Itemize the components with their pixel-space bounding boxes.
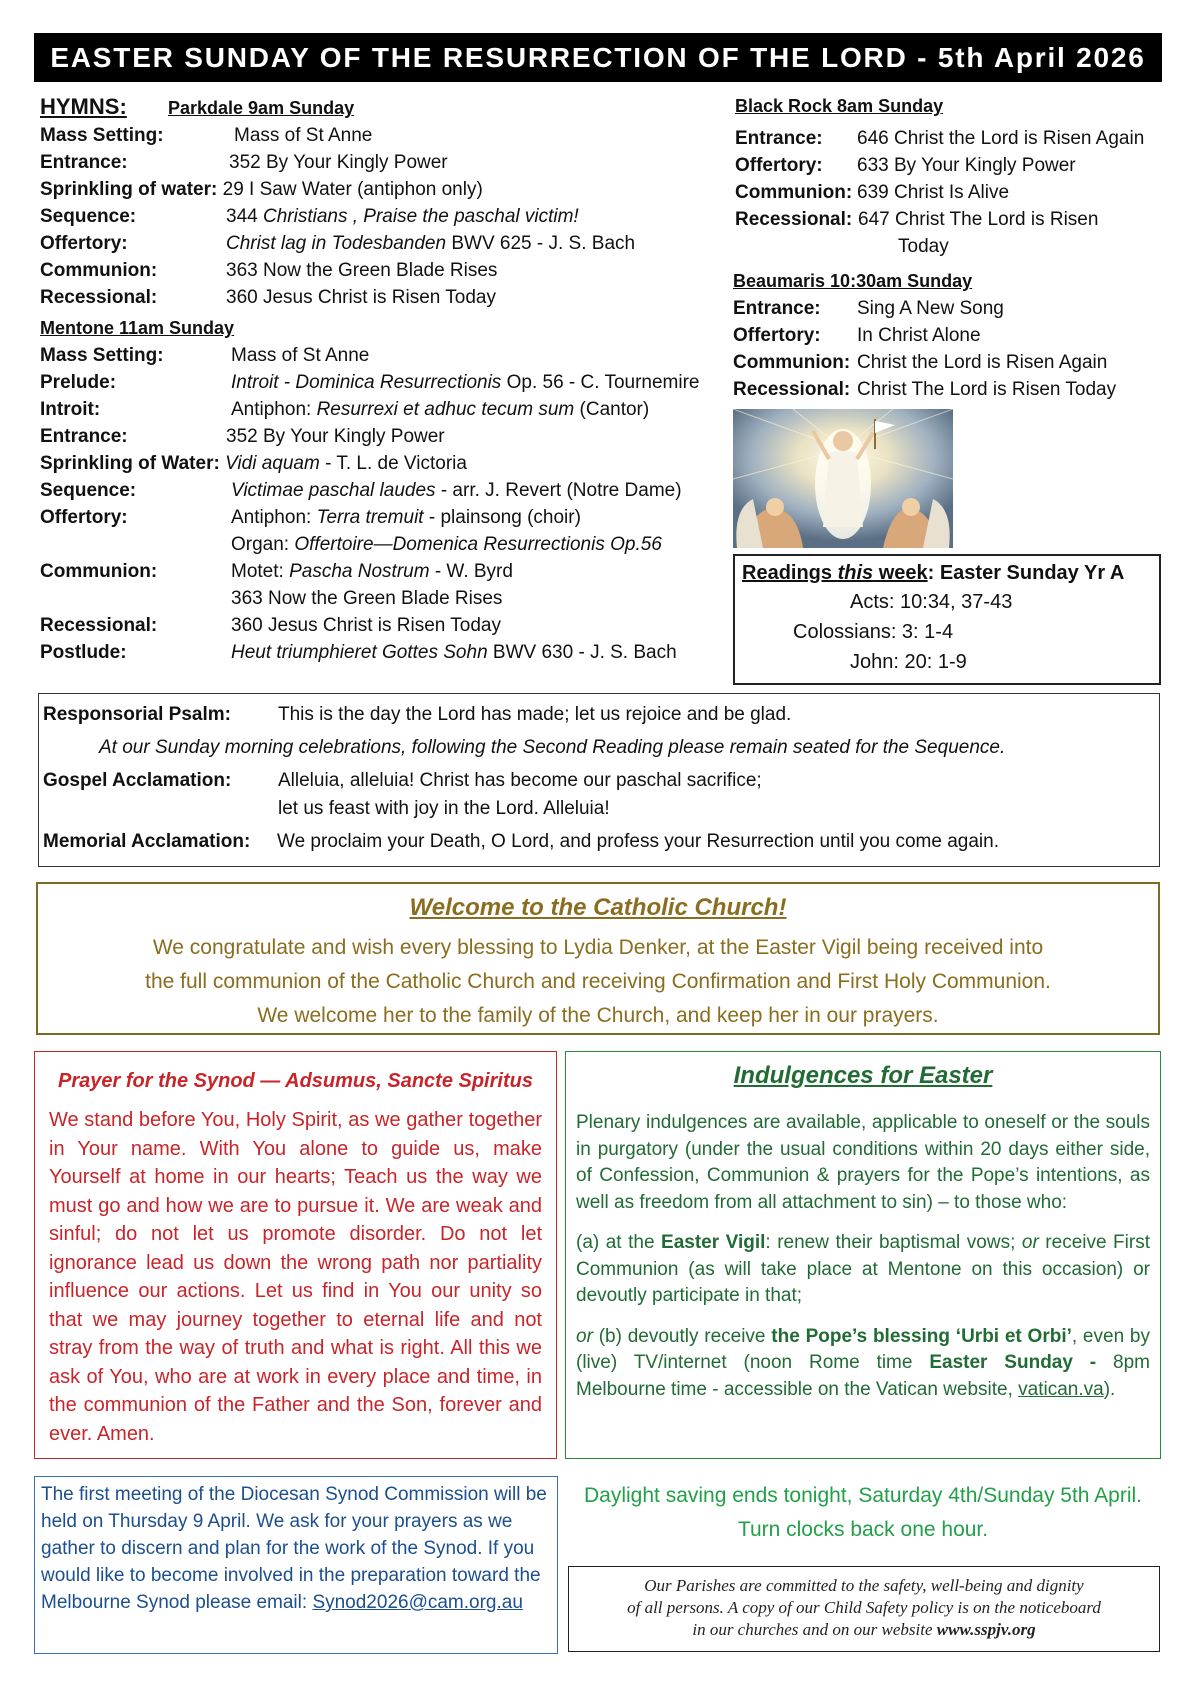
- parkdale-entrance-row: [40, 151, 720, 175]
- row-value: (Cantor): [579, 399, 650, 420]
- row-value: Antiphon:: [231, 399, 312, 420]
- row-label: Offertory:: [735, 155, 823, 176]
- row-label: Entrance:: [40, 152, 128, 173]
- row-value: Op. 56 - C. Tournemire: [506, 372, 700, 393]
- row-value: In Christ Alone: [857, 325, 981, 346]
- indulgences-paragraph-2: [576, 1230, 1150, 1310]
- gospel-acclamation-label: Gospel Acclamation:: [43, 770, 232, 791]
- website-link[interactable]: www.sspjv.org: [936, 1620, 1036, 1639]
- text-part: 8pm Melbourne time - accessible on the Vatican website,: [576, 1352, 1150, 1400]
- text-part: receive First Communion (as will take place at Mentone on this occasion) or devoutly participate in that;: [576, 1232, 1150, 1306]
- row-value-italic: Terra tremuit: [316, 507, 424, 528]
- row-value: Sing A New Song: [857, 298, 1004, 319]
- row-value-italic: Christians , Praise the paschal victim!: [262, 206, 579, 227]
- row-value-italic: Introit - Dominica Resurrectionis: [231, 372, 502, 393]
- indulgences-paragraph-1: Plenary indulgences are available, applicable to oneself or the souls in purgatory (under the usual conditions within 20 days either side, of Confession, Communion & prayers for the Pope’s intentions, as well as freedom from all attachment to sin) – to those who:: [576, 1112, 1150, 1213]
- row-value: Motet:: [231, 561, 284, 582]
- parkdale-sprinkling-row: [40, 178, 720, 202]
- welcome-line: We welcome her to the family of the Church, and keep her in our prayers.: [257, 1004, 939, 1027]
- beaumaris-entrance-row: [733, 297, 1004, 321]
- beaumaris-heading: Beaumaris 10:30am Sunday: [733, 271, 973, 291]
- mentone-sequence-row: [40, 479, 730, 503]
- resurrection-illustration: [733, 409, 953, 548]
- indulgences-box: [565, 1051, 1161, 1459]
- row-label: Offertory:: [40, 233, 128, 254]
- psalm-label: Responsorial Psalm:: [43, 704, 231, 725]
- row-label: Communion:: [40, 260, 158, 281]
- child-safety-box: [568, 1566, 1160, 1652]
- row-value-italic: Resurrexi et adhuc tecum sum: [316, 399, 575, 420]
- beaumaris-recessional-row: [733, 378, 1117, 402]
- row-label: Recessional:: [735, 209, 853, 230]
- reading-item: Acts: 10:34, 37-43: [850, 591, 1013, 613]
- row-label: Sprinkling of Water:: [40, 453, 220, 474]
- row-label: Sequence:: [40, 480, 137, 501]
- row-label: Recessional:: [733, 379, 851, 400]
- diocesan-synod-text: [41, 1481, 551, 1616]
- memorial-acclamation-text: We proclaim your Death, O Lord, and profess your Resurrection until you come again.: [277, 831, 999, 852]
- beaumaris-communion-row: [733, 351, 1108, 375]
- row-value-italic: Pascha Nostrum: [289, 561, 430, 582]
- row-value: Antiphon:: [231, 507, 312, 528]
- row-value: 633 By Your Kingly Power: [857, 155, 1076, 176]
- text-part-bold: Easter Sunday -: [929, 1352, 1097, 1373]
- text-part-bold: Easter Vigil: [661, 1232, 766, 1253]
- mentone-postlude-row: [40, 641, 730, 665]
- row-value: 646 Christ the Lord is Risen Again: [857, 128, 1145, 149]
- row-value: - W. Byrd: [434, 561, 513, 582]
- sequence-note: At our Sunday morning celebrations, following the Second Reading please remain seated for the Sequence.: [99, 737, 1006, 758]
- row-value: - T. L. de Victoria: [325, 453, 467, 474]
- row-value: BWV 625 - J. S. Bach: [451, 233, 636, 254]
- parkdale-heading: Parkdale 9am Sunday: [168, 98, 355, 118]
- row-label: Prelude:: [40, 372, 117, 393]
- daylight-saving-line-2: Turn clocks back one hour.: [737, 1518, 989, 1541]
- parkdale-recessional-row: [40, 286, 720, 310]
- row-value: - plainsong (choir): [428, 507, 581, 528]
- row-label: Offertory:: [40, 507, 128, 528]
- blackrock-recessional-continuation: Today: [898, 236, 949, 257]
- row-value-italic: Offertoire—Domenica Resurrectionis Op.56: [294, 534, 662, 555]
- mentone-offertory-row: [40, 506, 730, 530]
- child-safety-line: [569, 1619, 1159, 1641]
- diocesan-synod-body: The first meeting of the Diocesan Synod Commission will be held on Thursday 9 April. We ask for your prayers as we gather to discern and plan for the work of the Synod. If you would like to become involved in the preparation toward the Melbourne Synod please email:: [41, 1484, 547, 1613]
- responsorial-psalm-box: [38, 693, 1160, 867]
- text-part: ).: [1103, 1378, 1116, 1400]
- row-label: Recessional:: [40, 615, 158, 636]
- page-banner-title: EASTER SUNDAY OF THE RESURRECTION OF THE LORD - 5th April 2026: [34, 33, 1162, 82]
- readings-title-part: Readings: [742, 562, 838, 584]
- blackrock-recessional-row: [735, 208, 1099, 232]
- readings-title-part: : Easter Sunday Yr A: [927, 562, 1125, 584]
- row-value: 360 Jesus Christ is Risen Today: [226, 287, 496, 308]
- row-label: Offertory:: [733, 325, 821, 346]
- blackrock-communion-row: [735, 181, 1010, 205]
- text-part: in our churches and on our website: [692, 1620, 937, 1639]
- row-value-italic: Christ lag in Todesbanden: [226, 233, 447, 254]
- row-label: Recessional:: [40, 287, 158, 308]
- mentone-entrance-row: [40, 425, 730, 449]
- beaumaris-offertory-row: [733, 324, 981, 348]
- mentone-sprinkling-row: [40, 452, 730, 476]
- row-value: Christ The Lord is Risen Today: [857, 379, 1117, 400]
- indulgences-title: Indulgences for Easter: [733, 1062, 993, 1089]
- resurrection-image: [733, 409, 953, 548]
- vatican-link[interactable]: vatican.va: [1018, 1378, 1104, 1400]
- mentone-introit-row: [40, 398, 730, 422]
- reading-item: John: 20: 1-9: [850, 651, 967, 673]
- mentone-heading: Mentone 11am Sunday: [40, 318, 235, 338]
- text-part: , even by (live) TV/internet (noon Rome time: [576, 1325, 1150, 1373]
- row-label: Postlude:: [40, 642, 127, 663]
- readings-box: [733, 554, 1161, 685]
- readings-title: [742, 562, 1124, 585]
- row-value: Organ:: [231, 534, 290, 555]
- parkdale-communion-row: [40, 259, 720, 283]
- parkdale-offertory-row: [40, 232, 720, 256]
- row-label: Communion:: [735, 182, 853, 203]
- welcome-title: Welcome to the Catholic Church!: [409, 894, 787, 921]
- readings-title-part: this: [837, 562, 874, 584]
- text-part-italic: or: [576, 1325, 593, 1347]
- synod-prayer-box: [34, 1051, 557, 1459]
- row-label: Sprinkling of water:: [40, 179, 218, 200]
- synod-email-link[interactable]: Synod2026@cam.org.au: [312, 1592, 523, 1613]
- gospel-acclamation-line-1: Alleluia, alleluia! Christ has become our paschal sacrifice;: [278, 770, 762, 791]
- row-value: Mass of St Anne: [231, 345, 370, 366]
- row-label: Communion:: [733, 352, 851, 373]
- row-label: Entrance:: [735, 128, 823, 149]
- psalm-text: This is the day the Lord has made; let us rejoice and be glad.: [278, 704, 792, 725]
- child-safety-text: [569, 1575, 1159, 1641]
- row-label: Sequence:: [40, 206, 137, 227]
- parkdale-sequence-row: [40, 205, 720, 229]
- mentone-communion-row: [40, 560, 730, 584]
- row-value-italic: Victimae paschal laudes: [231, 480, 436, 501]
- parkdale-mass-setting-row: [40, 124, 720, 148]
- row-value: 360 Jesus Christ is Risen Today: [231, 615, 501, 636]
- child-safety-line: of all persons. A copy of our Child Safety policy is on the noticeboard: [627, 1598, 1101, 1617]
- blackrock-offertory-row: [735, 154, 1076, 178]
- row-value: 363 Now the Green Blade Rises: [226, 260, 498, 281]
- diocesan-synod-box: [34, 1476, 558, 1654]
- mentone-prelude-row: [40, 371, 730, 395]
- row-label: Entrance:: [733, 298, 821, 319]
- row-value: Mass of St Anne: [234, 125, 373, 146]
- row-value: 647 Christ The Lord is Risen: [858, 209, 1099, 230]
- row-label: Introit:: [40, 399, 101, 420]
- hymns-heading: HYMNS:: [40, 94, 127, 119]
- text-part: (b) devoutly receive: [592, 1325, 772, 1347]
- reading-item: Colossians: 3: 1-4: [793, 621, 954, 643]
- text-part: (a) at the: [576, 1232, 662, 1253]
- row-label: Communion:: [40, 561, 158, 582]
- row-value: 344: [226, 206, 258, 227]
- welcome-line: We congratulate and wish every blessing to Lydia Denker, at the Easter Vigil being received into: [152, 936, 1044, 959]
- row-value-italic: Vidi aquam: [225, 453, 320, 474]
- synod-prayer-body: We stand before You, Holy Spirit, as we gather together in Your name. With You alone to guide us, make Yourself at home in our hearts; Teach us the way we must go and how we are to pursue it. We are weak and sinful; do not let us promote disorder. Do not let ignorance lead us down the wrong path nor partiality influence our actions. Let us find in You our unity so that we may journey together to eternal life and not stray from the way of truth and what is right. All this we ask of You, who are at work in every place and time, in the communion of the Father and the Son, forever and ever. Amen.: [49, 1109, 542, 1445]
- row-value: 29 I Saw Water (antiphon only): [222, 179, 483, 200]
- row-value: 639 Christ Is Alive: [857, 182, 1010, 203]
- row-value: Christ the Lord is Risen Again: [857, 352, 1108, 373]
- blackrock-heading: Black Rock 8am Sunday: [735, 96, 944, 116]
- row-value: 352 By Your Kingly Power: [229, 152, 448, 173]
- mentone-mass-setting-row: [40, 344, 730, 368]
- gospel-acclamation-line-2: let us feast with joy in the Lord. Alleluia!: [278, 798, 610, 819]
- row-label: Entrance:: [40, 426, 128, 447]
- mentone-recessional-row: [40, 614, 730, 638]
- readings-title-part: week: [873, 562, 928, 584]
- row-value: 352 By Your Kingly Power: [226, 426, 445, 447]
- text-part-bold: the Pope’s blessing ‘Urbi et Orbi’: [771, 1325, 1072, 1347]
- text-part: : renew their baptismal vows;: [765, 1232, 1022, 1253]
- welcome-box: [36, 882, 1160, 1035]
- row-label: Mass Setting:: [40, 345, 164, 366]
- text-part-italic: or: [1021, 1232, 1039, 1253]
- row-value: - arr. J. Revert (Notre Dame): [440, 480, 682, 501]
- child-safety-line: Our Parishes are committed to the safety, well-being and dignity: [644, 1576, 1084, 1595]
- indulgences-body: [576, 1110, 1150, 1417]
- memorial-acclamation-label: Memorial Acclamation:: [43, 831, 251, 852]
- synod-prayer-title: Prayer for the Synod — Adsumus, Sancte Spiritus: [58, 1070, 533, 1092]
- welcome-line: the full communion of the Catholic Church and receiving Confirmation and First Holy Communion.: [145, 970, 1051, 993]
- row-value-italic: Heut triumphieret Gottes Sohn: [231, 642, 488, 663]
- row-value: BWV 630 - J. S. Bach: [492, 642, 677, 663]
- row-value: 363 Now the Green Blade Rises: [231, 588, 503, 609]
- row-label: Mass Setting:: [40, 125, 164, 146]
- blackrock-entrance-row: [735, 127, 1145, 151]
- indulgences-paragraph-3: [576, 1324, 1150, 1404]
- daylight-saving-line-1: Daylight saving ends tonight, Saturday 4th/Sunday 5th April.: [583, 1484, 1143, 1507]
